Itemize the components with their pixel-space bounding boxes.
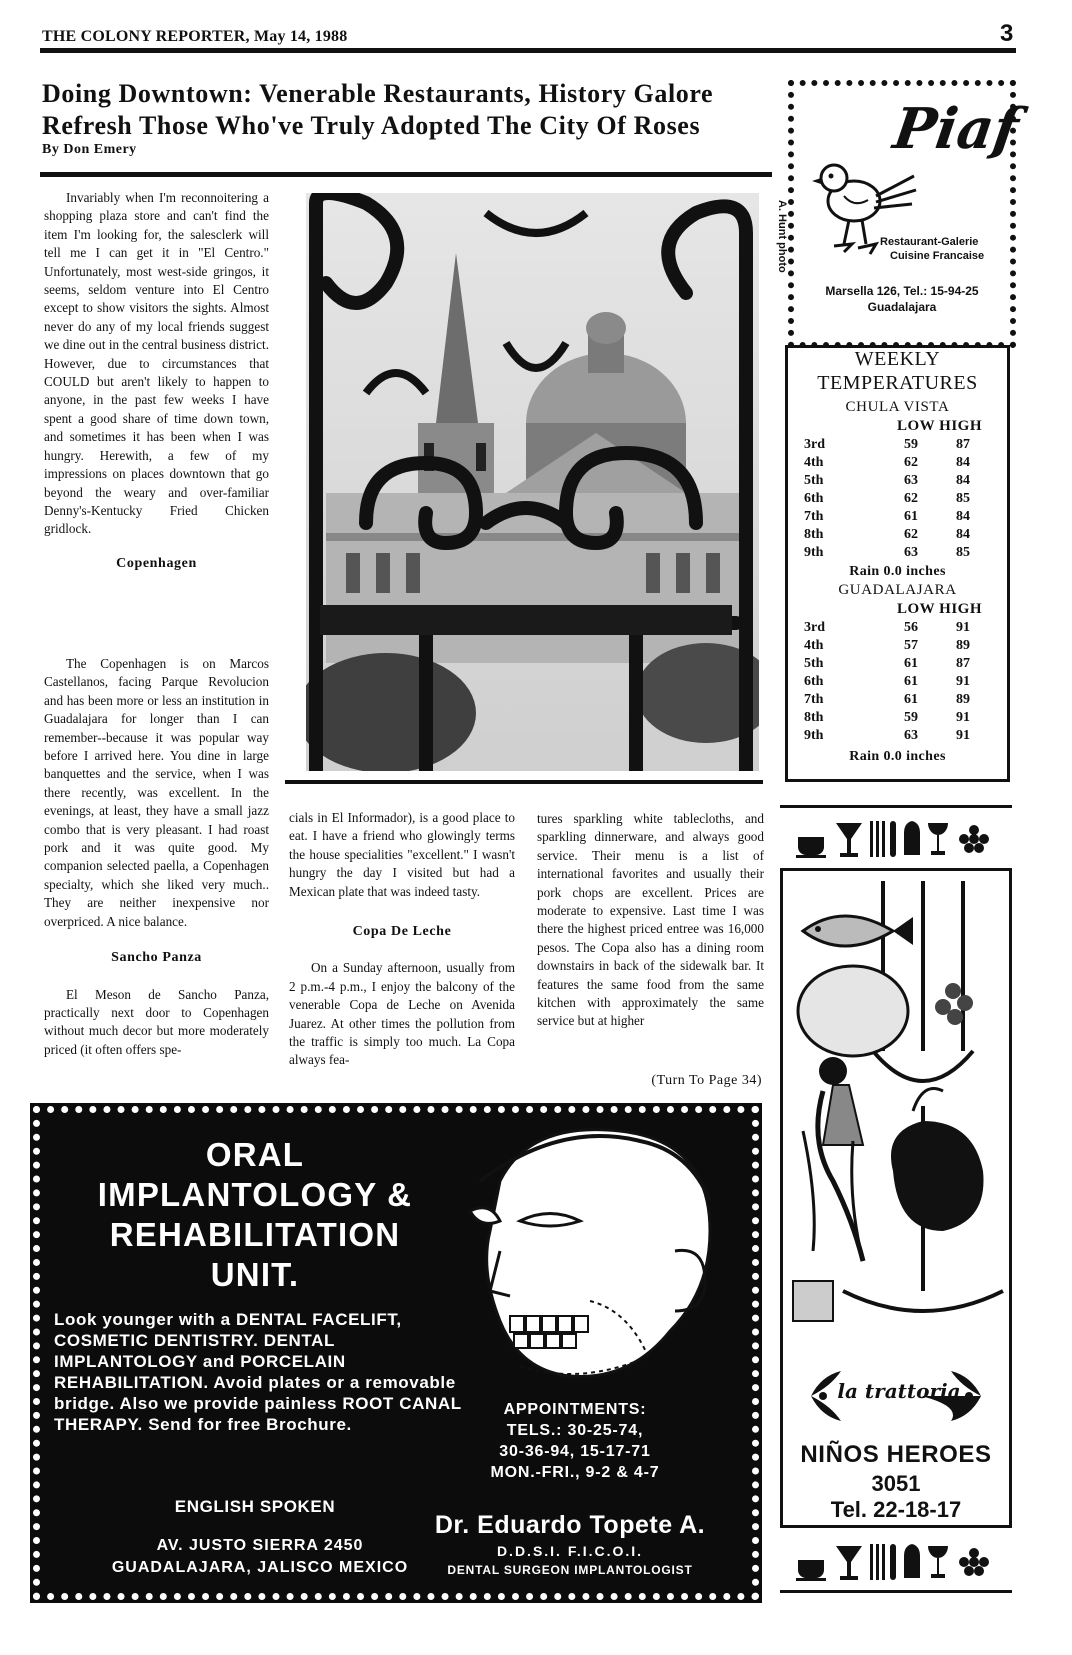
temp-high: 89 [956, 692, 970, 707]
temp-day: 8th [804, 710, 824, 725]
trattoria-rule-top [780, 805, 1012, 808]
temp-high: 91 [956, 710, 970, 725]
face-illustration [460, 1121, 730, 1391]
trattoria-number: 3051 [871, 1471, 921, 1496]
headline [42, 78, 782, 142]
dental-title-line-2: IMPLANTOLOGY & [97, 1176, 413, 1213]
dental-specialty: DENTAL SURGEON IMPLANTOLOGIST [447, 1563, 693, 1577]
header-rule [40, 48, 1016, 53]
temp-day: 4th [804, 455, 824, 470]
headline-rule [40, 172, 772, 177]
temp-low: 62 [904, 491, 918, 506]
high-label: HIGH [939, 418, 982, 434]
temp-day: 3rd [804, 437, 825, 452]
temp-low: 62 [904, 455, 918, 470]
dental-title-line-1: ORAL [205, 1136, 305, 1173]
temp-day: 5th [804, 473, 824, 488]
low-high-header [897, 601, 982, 618]
turn-to-page: (Turn To Page 34) [651, 1073, 762, 1088]
dental-title-line-3: REHABILITATION [109, 1216, 401, 1253]
sancho-paragraph: El Meson de Sancho Panza, practically next door to Copenhagen without much decor but more moderately priced (it often offers spe- [44, 986, 269, 1057]
rain-total: Rain 0.0 inches [849, 564, 946, 579]
temp-high: 87 [956, 437, 970, 452]
trattoria-rule-bottom [780, 1590, 1012, 1593]
temp-low: 63 [904, 473, 918, 488]
temp-low: 61 [904, 656, 918, 671]
headline-line-2: Refresh Those Who've Truly Adopted The City Of Roses [42, 111, 701, 140]
cathedral-photo [306, 193, 759, 771]
temp-row [804, 509, 994, 528]
appointments-tels-2: 30-36-94, 15-17-71 [499, 1443, 651, 1460]
piaf-address: Marsella 126, Tel.: 15-94-25 [825, 284, 979, 298]
high-label: HIGH [939, 601, 982, 617]
temp-high: 91 [956, 674, 970, 689]
dental-english-spoken: ENGLISH SPOKEN [174, 1497, 336, 1516]
temp-high: 84 [956, 509, 970, 524]
subhead-sancho-panza: Sancho Panza [111, 950, 202, 966]
temp-high: 85 [956, 491, 970, 506]
temp-high: 84 [956, 473, 970, 488]
temp-day: 9th [804, 728, 824, 743]
temp-day: 3rd [804, 620, 825, 635]
masthead: THE COLONY REPORTER, May 14, 1988 [42, 28, 348, 45]
copa-paragraph: On a Sunday afternoon, usually from 2 p.m.-4 p.m., I enjoy the balcony of the venerable Copa de Leche on Avenida Juarez. At other times the pollution from the traffic is simply too much. La Copa always fea- [289, 960, 515, 1068]
photo-credit: A. Hunt photo [776, 200, 788, 273]
temp-row [804, 638, 994, 657]
temp-row [804, 473, 994, 492]
trattoria-phone: Tel. 22-18-17 [830, 1497, 962, 1522]
trattoria-ad [780, 868, 1012, 1528]
dental-degrees: D.D.S.I. F.I.C.O.I. [496, 1543, 644, 1559]
trattoria-street: NIÑOS HEROES [800, 1441, 992, 1468]
temp-low: 56 [904, 620, 918, 635]
temp-day: 7th [804, 692, 824, 707]
rain-total: Rain 0.0 inches [849, 749, 946, 764]
page-number: 3 [1000, 20, 1014, 47]
subhead-copa-de-leche: Copa De Leche [352, 924, 452, 940]
temp-row [804, 674, 994, 693]
dental-ad [33, 1106, 759, 1600]
temp-low: 62 [904, 527, 918, 542]
temp-high: 91 [956, 728, 970, 743]
temp-high: 84 [956, 527, 970, 542]
piaf-subtitle-2: Cuisine Francaise [890, 250, 985, 262]
temp-day: 9th [804, 545, 824, 560]
temp-day: 6th [804, 674, 824, 689]
appointments-tels-1: TELS.: 30-25-74, [506, 1422, 644, 1439]
temp-low: 59 [904, 710, 918, 725]
temp-row [804, 620, 994, 639]
temp-low: 63 [904, 545, 918, 560]
city-name: CHULA VISTA [845, 399, 950, 415]
article-column-1-lower [44, 655, 269, 1059]
temp-day: 6th [804, 491, 824, 506]
dental-body: Look younger with a DENTAL FACELIFT, COSMETIC DENTISTRY. DENTAL IMPLANTOLOGY and PORCELAIN REHABILITATION. Avoid plates or a removable bridge. Also we provide painless ROOT CANAL THERAPY. Send for free Brochure. [54, 1310, 462, 1434]
temp-high: 84 [956, 455, 970, 470]
temp-low: 57 [904, 638, 918, 653]
temperatures-title-1: WEEKLY [854, 348, 941, 370]
temp-day: 4th [804, 638, 824, 653]
piaf-subtitle-1: Restaurant-Galerie [880, 236, 979, 248]
copenhagen-paragraph: The Copenhagen is on Marcos Castellanos, facing Parque Revolucion and has been more or less an institution in Guadalajara for longer than I can remember--because it was popular way before I arrived here. You dine in large banquettes and the service, when I was there recently, was excellent. In the evenings, at least, they have a small jazz combo that is very pleasant. I had roast pork and it was quite good. My companion selected paella, a Copenhagen specialty, which she liked very much.. They are neither inexpensive nor overpriced. A nice balance. [44, 656, 269, 929]
dental-address-2: GUADALAJARA, JALISCO MEXICO [111, 1559, 409, 1576]
piaf-logo: Piaf [889, 96, 1023, 162]
piaf-ad [788, 80, 1023, 348]
article-column-3 [537, 810, 764, 1031]
tableware-icons-bottom [792, 1538, 1002, 1584]
temp-low: 61 [904, 692, 918, 707]
appointments-hours: MON.-FRI., 9-2 & 4-7 [490, 1464, 660, 1481]
temp-row [804, 545, 994, 564]
subhead-copenhagen: Copenhagen [116, 555, 197, 571]
low-high-header [897, 418, 982, 435]
article-column-2 [289, 809, 515, 1070]
temp-low: 61 [904, 509, 918, 524]
dental-doctor: Dr. Eduardo Topete A. [434, 1511, 706, 1539]
temp-row [804, 491, 994, 510]
temp-row [804, 527, 994, 546]
temperatures-title-2: TEMPERATURES [817, 372, 978, 394]
temp-day: 8th [804, 527, 824, 542]
temp-high: 87 [956, 656, 970, 671]
low-label: LOW [897, 418, 935, 434]
low-label: LOW [897, 601, 935, 617]
temp-low: 59 [904, 437, 918, 452]
dental-title-line-4: UNIT. [210, 1256, 300, 1293]
temp-high: 85 [956, 545, 970, 560]
temp-row [804, 656, 994, 675]
photo-rule [285, 780, 763, 784]
article-column-1 [44, 189, 269, 591]
trattoria-name: la trattoria [837, 1379, 961, 1403]
temp-high: 91 [956, 620, 970, 635]
temp-row [804, 710, 994, 729]
temp-day: 5th [804, 656, 824, 671]
tableware-icons-top [792, 815, 1002, 861]
piaf-city: Guadalajara [867, 300, 937, 314]
headline-line-1: Doing Downtown: Venerable Restaurants, History Galore [42, 79, 714, 108]
cathedral-gate-illustration [306, 193, 759, 771]
city-name: GUADALAJARA [838, 582, 957, 598]
temp-row [804, 728, 994, 747]
temp-low: 61 [904, 674, 918, 689]
weekly-temperatures [785, 345, 1010, 782]
temp-row [804, 692, 994, 711]
appointments-label: APPOINTMENTS: [503, 1401, 647, 1418]
dental-address-1: AV. JUSTO SIERRA 2450 [156, 1537, 364, 1554]
col3-paragraph: tures sparkling white tablecloths, and sparkling dinnerware, and always good service. Their menu is a list of international favorites and usually their pork chops are excellent. Prices are moderate to expensive. Last time I was there the highest priced entree was 16,000 pesos. The Copa also has a dining room downstairs in back of the sidewalk bar. It features the same food from the same kitchen with approximately the same service but at higher [537, 811, 764, 1029]
temp-row [804, 455, 994, 474]
col2-paragraph: cials in El Informador), is a good place to eat. I have a friend who glowingly terms the house specialities "excellent." I wasn't hungry the day I visited but had a Mexican plate that was indeed tasty. [289, 810, 515, 899]
dental-appointments [460, 1399, 690, 1483]
temp-row [804, 437, 994, 456]
intro-paragraph: Invariably when I'm reconnoitering a shopping plaza store and can't find the item I'm looking for, the salesclerk will tell me I can get it in "El Centro." Unfortunately, most west-side gringos, it seems, seldom venture into El Centro except to show visitors the sights. Almost never do any of my local friends suggest we dine out in the central business district. However, due to circumstances that COULD but aren't likely to happen to anyone, in the past few weeks I have spent a good share of time down town, and sometimes it has been when I was hungry. Herewith, a few of my impressions on places downtown that go beyond the weary and over-familiar Denny's-Kentucky Fried Chicken gridlock. [44, 190, 269, 537]
temp-day: 7th [804, 509, 824, 524]
dental-title [60, 1135, 450, 1295]
fork-and-fruit-illustration [783, 871, 1009, 1371]
temp-high: 89 [956, 638, 970, 653]
temp-low: 63 [904, 728, 918, 743]
byline: By Don Emery [42, 142, 137, 157]
